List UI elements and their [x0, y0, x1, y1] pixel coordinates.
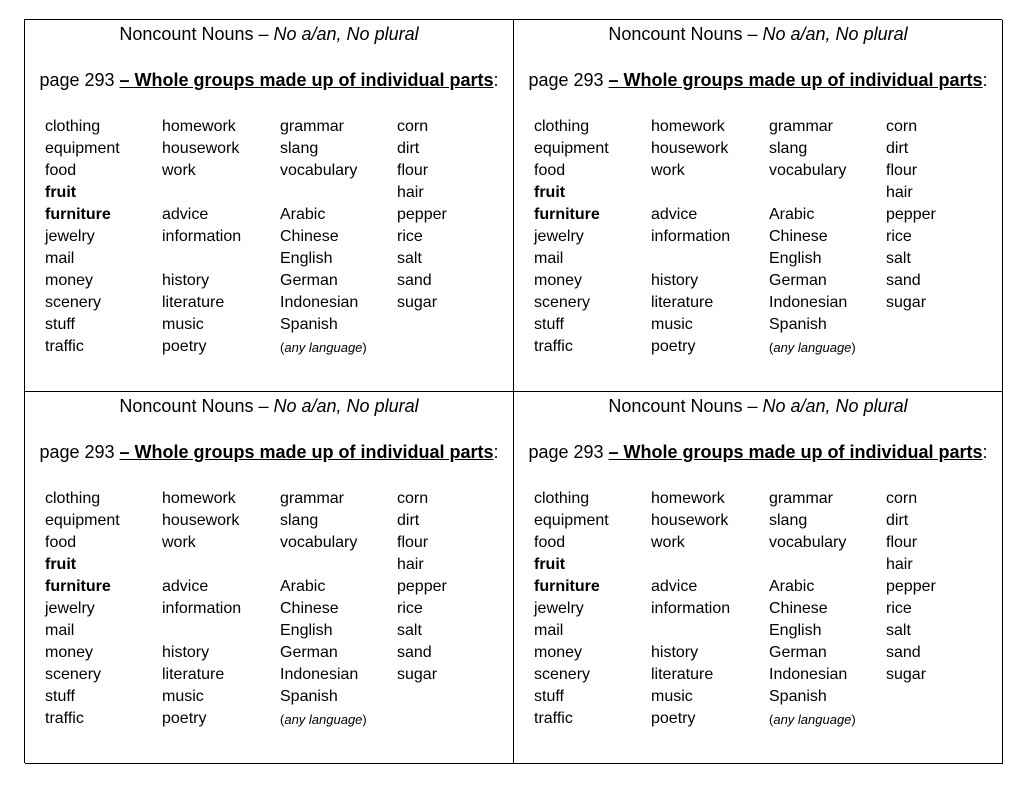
- handout-card: [514, 20, 1003, 392]
- noun-word: German: [769, 272, 827, 289]
- noun-word: Chinese: [280, 228, 339, 245]
- noun-word: salt: [886, 250, 911, 267]
- card-subtitle-suffix: :: [982, 442, 988, 462]
- card-subtitle: [25, 69, 513, 91]
- noun-word: grammar: [769, 490, 834, 507]
- card-title: [514, 23, 1002, 45]
- noun-word: salt: [397, 622, 422, 639]
- noun-word: vocabulary: [280, 534, 358, 551]
- handout-card: [25, 20, 514, 392]
- card-subtitle: [514, 441, 1002, 463]
- noun-word: homework: [162, 118, 236, 135]
- noun-word: Indonesian: [769, 294, 848, 311]
- noun-word: Arabic: [280, 206, 326, 223]
- noun-word: hair: [397, 556, 424, 573]
- noun-word: poetry: [651, 338, 696, 355]
- noun-word: hair: [886, 184, 913, 201]
- noun-word: literature: [651, 294, 714, 311]
- noun-word: vocabulary: [769, 162, 847, 179]
- noun-word: food: [534, 162, 566, 179]
- noun-word: equipment: [45, 512, 120, 529]
- noun-word: dirt: [886, 512, 909, 529]
- noun-word: flour: [886, 162, 918, 179]
- card-subtitle-prefix: page 293: [39, 442, 120, 462]
- card-title-italic: No a/an, No plural: [762, 24, 908, 44]
- word-grid: [45, 488, 505, 738]
- noun-word: English: [280, 622, 333, 639]
- noun-word: housework: [651, 140, 729, 157]
- noun-word: (any language): [280, 340, 367, 355]
- noun-word: traffic: [45, 710, 84, 727]
- noun-word: corn: [397, 118, 429, 135]
- noun-word: stuff: [534, 316, 564, 333]
- noun-word: information: [651, 600, 731, 617]
- noun-word: Spanish: [280, 688, 338, 705]
- card-subtitle-emphasis: – Whole groups made up of individual parts: [608, 70, 983, 90]
- noun-word: slang: [280, 512, 319, 529]
- card-title: [25, 395, 513, 417]
- noun-word: flour: [397, 162, 429, 179]
- noun-word: sand: [397, 644, 432, 661]
- noun-word: (any language): [280, 712, 367, 727]
- noun-word: dirt: [886, 140, 909, 157]
- noun-word: hair: [886, 556, 913, 573]
- noun-word: salt: [886, 622, 911, 639]
- noun-word: music: [162, 316, 204, 333]
- noun-word: literature: [651, 666, 714, 683]
- noun-word: food: [45, 162, 77, 179]
- noun-word: traffic: [45, 338, 84, 355]
- noun-word: sugar: [886, 294, 927, 311]
- noun-word: literature: [162, 666, 225, 683]
- noun-word: scenery: [45, 294, 102, 311]
- noun-word: jewelry: [534, 228, 584, 245]
- noun-word: fruit: [45, 184, 77, 201]
- noun-word: Chinese: [280, 600, 339, 617]
- noun-word: history: [162, 272, 210, 289]
- noun-word: food: [45, 534, 77, 551]
- noun-word: housework: [162, 140, 240, 157]
- noun-word: Chinese: [769, 228, 828, 245]
- noun-word: pepper: [397, 578, 447, 595]
- card-subtitle-suffix: :: [982, 70, 988, 90]
- noun-word: rice: [886, 600, 912, 617]
- card-subtitle-suffix: :: [493, 442, 499, 462]
- noun-word: sugar: [397, 666, 438, 683]
- card-title-main: Noncount Nouns –: [119, 396, 269, 416]
- noun-word: work: [162, 162, 196, 179]
- noun-word: slang: [280, 140, 319, 157]
- noun-word: corn: [886, 490, 918, 507]
- noun-word: furniture: [534, 206, 600, 223]
- noun-word: Spanish: [280, 316, 338, 333]
- noun-word: flour: [886, 534, 918, 551]
- noun-word: equipment: [534, 140, 609, 157]
- noun-word: money: [534, 272, 583, 289]
- noun-word: grammar: [280, 118, 345, 135]
- noun-word: money: [45, 272, 94, 289]
- noun-word: German: [280, 272, 338, 289]
- noun-word: Arabic: [769, 578, 815, 595]
- noun-word: history: [162, 644, 210, 661]
- noun-word: mail: [534, 250, 564, 267]
- noun-word: sand: [397, 272, 432, 289]
- noun-word: mail: [45, 250, 75, 267]
- noun-word: clothing: [534, 118, 590, 135]
- card-subtitle-prefix: page 293: [528, 70, 609, 90]
- card-subtitle-suffix: :: [493, 70, 499, 90]
- noun-word: information: [162, 228, 242, 245]
- noun-word: equipment: [534, 512, 609, 529]
- card-title-main: Noncount Nouns –: [608, 396, 758, 416]
- card-title-main: Noncount Nouns –: [119, 24, 269, 44]
- noun-word: traffic: [534, 338, 573, 355]
- handout-card: [514, 392, 1003, 764]
- card-subtitle-emphasis: – Whole groups made up of individual parts: [608, 442, 983, 462]
- noun-word: homework: [651, 490, 725, 507]
- noun-word: scenery: [534, 294, 591, 311]
- noun-word: history: [651, 272, 699, 289]
- noun-word: furniture: [45, 578, 111, 595]
- noun-word: clothing: [45, 118, 101, 135]
- noun-word: pepper: [886, 206, 936, 223]
- noun-word: sand: [886, 644, 921, 661]
- card-title: [25, 23, 513, 45]
- noun-word: flour: [397, 534, 429, 551]
- noun-word: stuff: [534, 688, 564, 705]
- noun-word: Arabic: [769, 206, 815, 223]
- card-title-italic: No a/an, No plural: [273, 396, 419, 416]
- noun-word: furniture: [534, 578, 600, 595]
- card-title-main: Noncount Nouns –: [608, 24, 758, 44]
- noun-word: housework: [162, 512, 240, 529]
- noun-word: Spanish: [769, 316, 827, 333]
- noun-word: pepper: [397, 206, 447, 223]
- noun-word: jewelry: [45, 600, 95, 617]
- noun-word: history: [651, 644, 699, 661]
- noun-word: information: [651, 228, 731, 245]
- noun-word: Spanish: [769, 688, 827, 705]
- noun-word: jewelry: [45, 228, 95, 245]
- card-title: [514, 395, 1002, 417]
- word-grid: [534, 488, 994, 738]
- noun-word: corn: [886, 118, 918, 135]
- handout-card: [25, 392, 514, 764]
- noun-word: mail: [534, 622, 564, 639]
- noun-word: dirt: [397, 140, 420, 157]
- noun-word: homework: [162, 490, 236, 507]
- noun-word: advice: [651, 578, 698, 595]
- noun-word: Chinese: [769, 600, 828, 617]
- noun-word: salt: [397, 250, 422, 267]
- noun-word: vocabulary: [280, 162, 358, 179]
- noun-word: fruit: [45, 556, 77, 573]
- noun-word: Arabic: [280, 578, 326, 595]
- noun-word: sand: [886, 272, 921, 289]
- noun-word: English: [280, 250, 333, 267]
- noun-word: advice: [162, 206, 209, 223]
- card-title-italic: No a/an, No plural: [762, 396, 908, 416]
- noun-word: work: [651, 162, 685, 179]
- noun-word: homework: [651, 118, 725, 135]
- noun-word: poetry: [162, 710, 207, 727]
- noun-word: fruit: [534, 556, 566, 573]
- card-subtitle-prefix: page 293: [39, 70, 120, 90]
- noun-word: stuff: [45, 316, 75, 333]
- noun-word: clothing: [534, 490, 590, 507]
- noun-word: slang: [769, 140, 808, 157]
- noun-word: German: [280, 644, 338, 661]
- noun-word: corn: [397, 490, 429, 507]
- card-subtitle: [514, 69, 1002, 91]
- noun-word: poetry: [162, 338, 207, 355]
- noun-word: rice: [886, 228, 912, 245]
- noun-word: music: [651, 316, 693, 333]
- noun-word: sugar: [886, 666, 927, 683]
- card-title-italic: No a/an, No plural: [273, 24, 419, 44]
- word-grid: [45, 116, 505, 366]
- noun-word: mail: [45, 622, 75, 639]
- noun-word: equipment: [45, 140, 120, 157]
- noun-word: money: [45, 644, 94, 661]
- noun-word: slang: [769, 512, 808, 529]
- noun-word: advice: [651, 206, 698, 223]
- noun-word: scenery: [45, 666, 102, 683]
- noun-word: information: [162, 600, 242, 617]
- noun-word: Indonesian: [280, 294, 359, 311]
- card-subtitle-emphasis: – Whole groups made up of individual parts: [119, 442, 494, 462]
- noun-word: Indonesian: [769, 666, 848, 683]
- noun-word: music: [162, 688, 204, 705]
- noun-word: hair: [397, 184, 424, 201]
- noun-word: vocabulary: [769, 534, 847, 551]
- noun-word: rice: [397, 228, 423, 245]
- noun-word: literature: [162, 294, 225, 311]
- noun-word: Indonesian: [280, 666, 359, 683]
- noun-word: furniture: [45, 206, 111, 223]
- noun-word: work: [651, 534, 685, 551]
- noun-word: music: [651, 688, 693, 705]
- noun-word: work: [162, 534, 196, 551]
- noun-word: traffic: [534, 710, 573, 727]
- word-grid: [534, 116, 994, 366]
- noun-word: English: [769, 250, 822, 267]
- noun-word: English: [769, 622, 822, 639]
- noun-word: (any language): [769, 340, 856, 355]
- noun-word: poetry: [651, 710, 696, 727]
- noun-word: grammar: [769, 118, 834, 135]
- noun-word: grammar: [280, 490, 345, 507]
- noun-word: food: [534, 534, 566, 551]
- handout-sheet: [24, 19, 1002, 763]
- noun-word: German: [769, 644, 827, 661]
- noun-word: scenery: [534, 666, 591, 683]
- noun-word: sugar: [397, 294, 438, 311]
- noun-word: fruit: [534, 184, 566, 201]
- card-subtitle-emphasis: – Whole groups made up of individual parts: [119, 70, 494, 90]
- noun-word: rice: [397, 600, 423, 617]
- noun-word: advice: [162, 578, 209, 595]
- noun-word: housework: [651, 512, 729, 529]
- noun-word: jewelry: [534, 600, 584, 617]
- noun-word: (any language): [769, 712, 856, 727]
- noun-word: pepper: [886, 578, 936, 595]
- noun-word: stuff: [45, 688, 75, 705]
- noun-word: money: [534, 644, 583, 661]
- noun-word: dirt: [397, 512, 420, 529]
- card-subtitle-prefix: page 293: [528, 442, 609, 462]
- noun-word: clothing: [45, 490, 101, 507]
- card-subtitle: [25, 441, 513, 463]
